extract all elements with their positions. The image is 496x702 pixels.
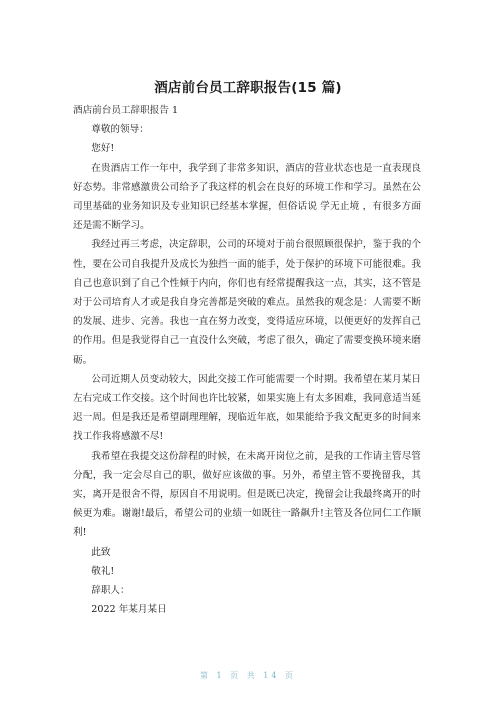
date-line: 2022 年某月某日 [91,604,167,616]
report-subtitle: 酒店前台员工辞职报告 1 [73,105,179,116]
paragraph: 我经过再三考虑，决定辞职，公司的环境对于前台很照顾很保护，鉴于我的个性，要在公司自我提升及成长为独挡一面的能手，处于保护的环境下可能很难。我自己也意识到了自己个性倾于内向，你们也有经常提醒我这一点，其实，这不管是对于公司培育人才或是我自身完善都是突破的难点。虽然我的观念是：人需要不断的发展、进步、完善。我也一直在努力改变，变得适应环境，以便更好的发挥自己的作用。但是我觉得自己一直没什么突破，考虑了很久，确定了需要变换环境来磨砺。 [73,239,421,366]
closing-line: 此致 [91,546,111,558]
paragraph: 我希望在我提交这份辞程的时候，在未离开岗位之前，是我的工作请主管尽管分配，我一定会尽自己的职，做好应该做的事。另外，希望主管不要挽留我，其实，离开是很舍不得，原因自不用说明。但是既已决定，挽留会让我最终离开的时候更为难。谢谢!最后，希望公司的业绩一如既往一路飙升!主管及各位同仁工作顺利! [73,450,421,539]
greeting: 您好! [91,143,115,155]
signer-label: 辞职人： [91,585,130,597]
closing-salute: 敬礼! [91,565,115,577]
paragraph: 在贵酒店工作一年中，我学到了非常多知识，酒店的营业状态也是一直表现良好态势。非常感激贵公司给予了我这样的机会在良好的环境工作和学习。虽然在公司里基础的业务知识及专业知识已经基本掌握，但俗话说 学无止境 ，有很多方面还是需不断学习。 [73,162,421,232]
document-title: 酒店前台员工辞职报告(15 篇) [154,80,342,96]
document-body [73,101,421,619]
paragraph: 公司近期人员变动较大，因此交接工作可能需要一个时期。我希望在某月某日左右完成工作交接。这个时间也许比较紧，如果实施上有太多困难，我同意适当延迟一周。但是我还是希望副理理解，现临近年底，如果能给予我文配更多的时间来找工作我将感激不尽! [73,373,421,443]
page-number: 第 1 页 共 14 页 [200,671,296,680]
salutation: 尊敬的领导： [91,124,149,136]
